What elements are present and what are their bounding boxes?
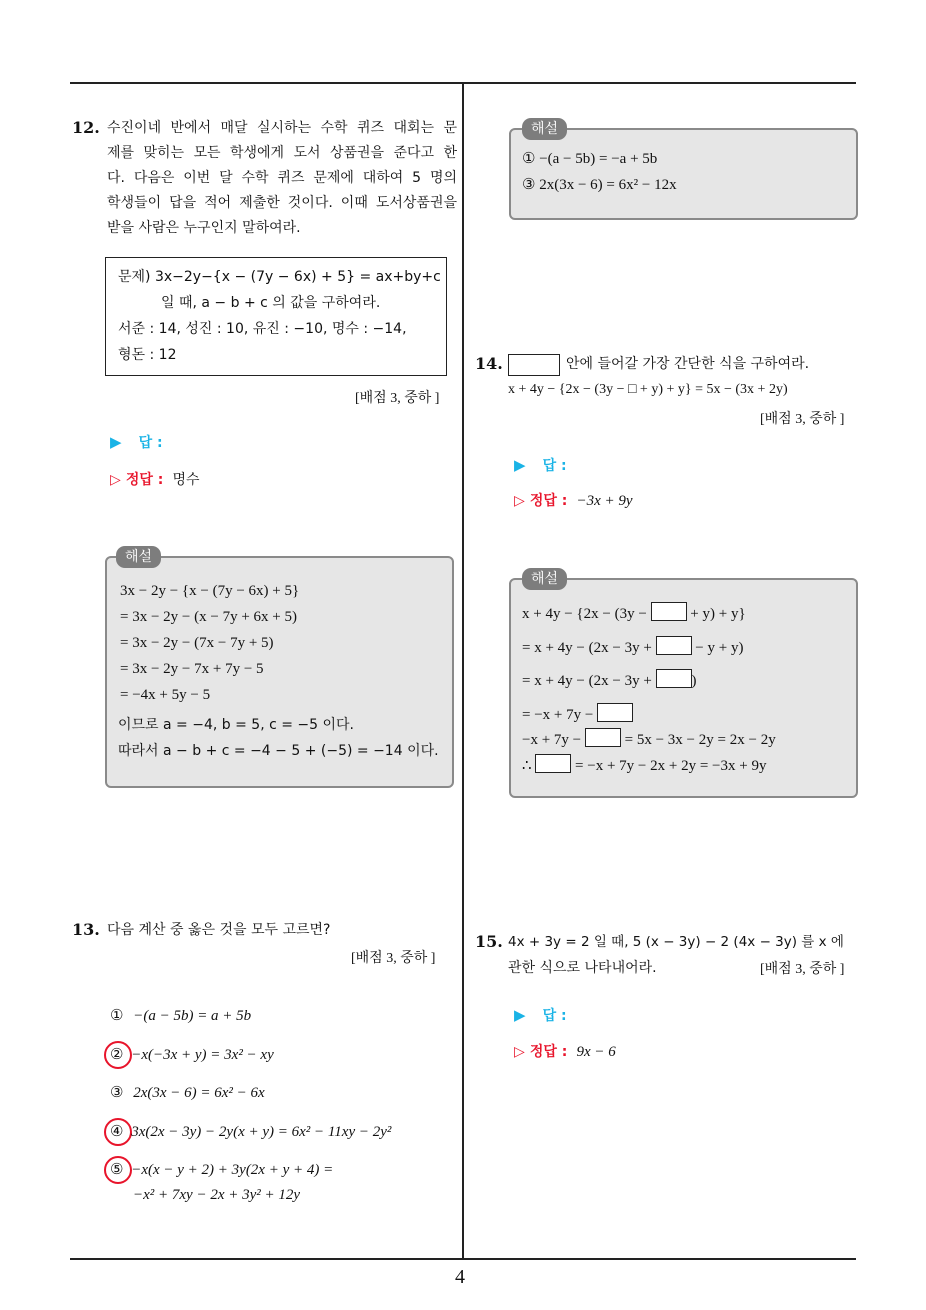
solution-line: = −x + 7y −	[522, 703, 633, 724]
hollow-triangle-icon: ▷	[514, 493, 525, 509]
question-13-text: 다음 계산 중 옳은 것을 모두 고르면?	[107, 922, 331, 938]
question-15-score: [배점 3, 중하 ]	[760, 962, 845, 977]
correct-answer-row	[514, 1041, 616, 1061]
correct-value: 9x − 6	[576, 1044, 616, 1060]
blank-box	[597, 703, 633, 722]
question-12-number: 12.	[72, 118, 100, 137]
correct-value: −3x + 9y	[576, 493, 633, 509]
blank-box	[585, 728, 621, 747]
solution-line: 이므로 a = −4, b = 5, c = −5 이다.	[118, 717, 355, 733]
solution-line: −x + 7y − = 5x − 3x − 2y = 2x − 2y	[522, 728, 776, 749]
choice-mark: ⑤	[110, 1162, 124, 1178]
choice-expr: 2x(3x − 6) = 6x² − 6x	[133, 1085, 265, 1101]
question-12-score: [배점 3, 중하 ]	[355, 391, 440, 406]
problem-line: 문제) 3x−2y−{x − (7y − 6x) + 5} = ax+by+c	[118, 269, 441, 285]
blank-box	[651, 602, 687, 621]
choice-5-continuation: −x² + 7xy − 2x + 3y² + 12y	[133, 1187, 301, 1203]
problem-line: 일 때, a − b + c 의 값을 구하여라.	[161, 295, 381, 311]
question-12-text	[107, 116, 457, 241]
question-15-text-line: 4x + 3y = 2 일 때, 5 (x − 3y) − 2 (4x − 3y) 를 x 에	[508, 934, 844, 950]
problem-line: 서준 : 14, 성진 : 10, 유진 : −10, 명수 : −14,	[118, 321, 407, 337]
solution-line: x + 4y − {2x − (3y − + y) + y}	[522, 602, 746, 623]
page-number: 4	[455, 1266, 465, 1288]
text-line: 수진이네 반에서 매달 실시하는 수학 퀴즈 대회는 문	[107, 120, 457, 136]
question-14-equation: x + 4y − {2x − (3y − □ + y) + y} = 5x − (3x + 2y)	[508, 382, 788, 397]
problem-box	[105, 257, 447, 376]
choice-3[interactable]	[110, 1083, 265, 1102]
answer-label: 답 :	[138, 435, 163, 451]
answer-label: 답 :	[542, 458, 567, 474]
blank-box	[656, 636, 692, 655]
hollow-triangle-icon: ▷	[514, 1044, 525, 1060]
solution-line: 3x − 2y − {x − (7y − 6x) + 5}	[120, 583, 300, 599]
play-triangle-icon: ▶	[514, 1006, 526, 1024]
choice-mark: ④	[110, 1124, 124, 1140]
column-divider	[462, 83, 464, 1259]
solution-line: = 3x − 2y − 7x + 7y − 5	[120, 661, 264, 677]
solution-line: ③ 2x(3x − 6) = 6x² − 12x	[522, 177, 677, 193]
choice-expr: 3x(2x − 3y) − 2y(x + y) = 6x² − 11xy − 2y²	[131, 1124, 392, 1140]
choice-2[interactable]	[110, 1045, 274, 1064]
answer-label: 답 :	[542, 1008, 567, 1024]
correct-label: 정답 :	[125, 472, 164, 488]
bottom-rule	[70, 1258, 856, 1260]
solution-tag: 해설	[522, 118, 567, 140]
play-triangle-icon: ▶	[110, 433, 122, 451]
correct-label: 정답 :	[529, 1044, 568, 1060]
choice-expr: −(a − 5b) = a + 5b	[133, 1008, 252, 1024]
answer-row	[110, 432, 163, 452]
answer-row	[514, 1005, 567, 1025]
question-14-number: 14.	[475, 354, 503, 373]
blank-box	[535, 754, 571, 773]
solution-line: ∴ = −x + 7y − 2x + 2y = −3x + 9y	[522, 754, 766, 775]
choice-mark: ①	[110, 1008, 124, 1024]
answer-row	[514, 455, 567, 475]
text-line: 학생들이 답을 적어 제출한 것이다. 이때 도서상품권을	[107, 195, 457, 211]
correct-answer-row	[110, 468, 200, 493]
text-line: 다. 다음은 이번 달 수학 퀴즈 문제에 대하여 5 명의	[107, 170, 457, 186]
correct-answer-row	[514, 490, 633, 510]
solution-tag: 해설	[522, 568, 567, 590]
text-line: 받을 사람은 누구인지 말하여라.	[107, 220, 301, 236]
question-13-score: [배점 3, 중하 ]	[351, 951, 436, 966]
question-15-number: 15.	[475, 932, 503, 951]
blank-box	[656, 669, 692, 688]
question-15-text-line: 관한 식으로 나타내어라.	[508, 960, 657, 976]
choice-mark: ③	[110, 1085, 124, 1101]
choice-1[interactable]	[110, 1006, 251, 1025]
solution-line: = 3x − 2y − (7x − 7y + 5)	[120, 635, 274, 651]
choice-expr: −x(x − y + 2) + 3y(2x + y + 4) =	[131, 1162, 334, 1178]
correct-label: 정답 :	[529, 493, 568, 509]
solution-box	[509, 128, 858, 220]
question-13-number: 13.	[72, 920, 100, 939]
choice-mark: ②	[110, 1047, 124, 1063]
solution-line: = −4x + 5y − 5	[120, 687, 211, 703]
choice-expr: −x(−3x + y) = 3x² − xy	[131, 1047, 274, 1063]
answer-blank-box	[508, 354, 560, 376]
choice-4[interactable]	[110, 1122, 391, 1141]
solution-line: = 3x − 2y − (x − 7y + 6x + 5)	[120, 609, 297, 625]
problem-line: 형돈 : 12	[118, 347, 177, 363]
play-triangle-icon: ▶	[514, 456, 526, 474]
question-14-score: [배점 3, 중하 ]	[760, 412, 845, 427]
question-14-text: 안에 들어갈 가장 간단한 식을 구하여라.	[566, 356, 810, 372]
solution-line: ① −(a − 5b) = −a + 5b	[522, 151, 658, 167]
solution-line: = x + 4y − (2x − 3y + )	[522, 669, 697, 690]
solution-line: 따라서 a − b + c = −4 − 5 + (−5) = −14 이다.	[118, 743, 439, 759]
text-line: 제를 맞히는 모든 학생에게 도서 상품권을 준다고 한	[107, 145, 457, 161]
solution-line: = x + 4y − (2x − 3y + − y + y)	[522, 636, 743, 657]
solution-tag: 해설	[116, 546, 161, 568]
choice-5[interactable]	[110, 1160, 333, 1179]
hollow-triangle-icon: ▷	[110, 472, 121, 488]
correct-value: 명수	[172, 472, 200, 488]
